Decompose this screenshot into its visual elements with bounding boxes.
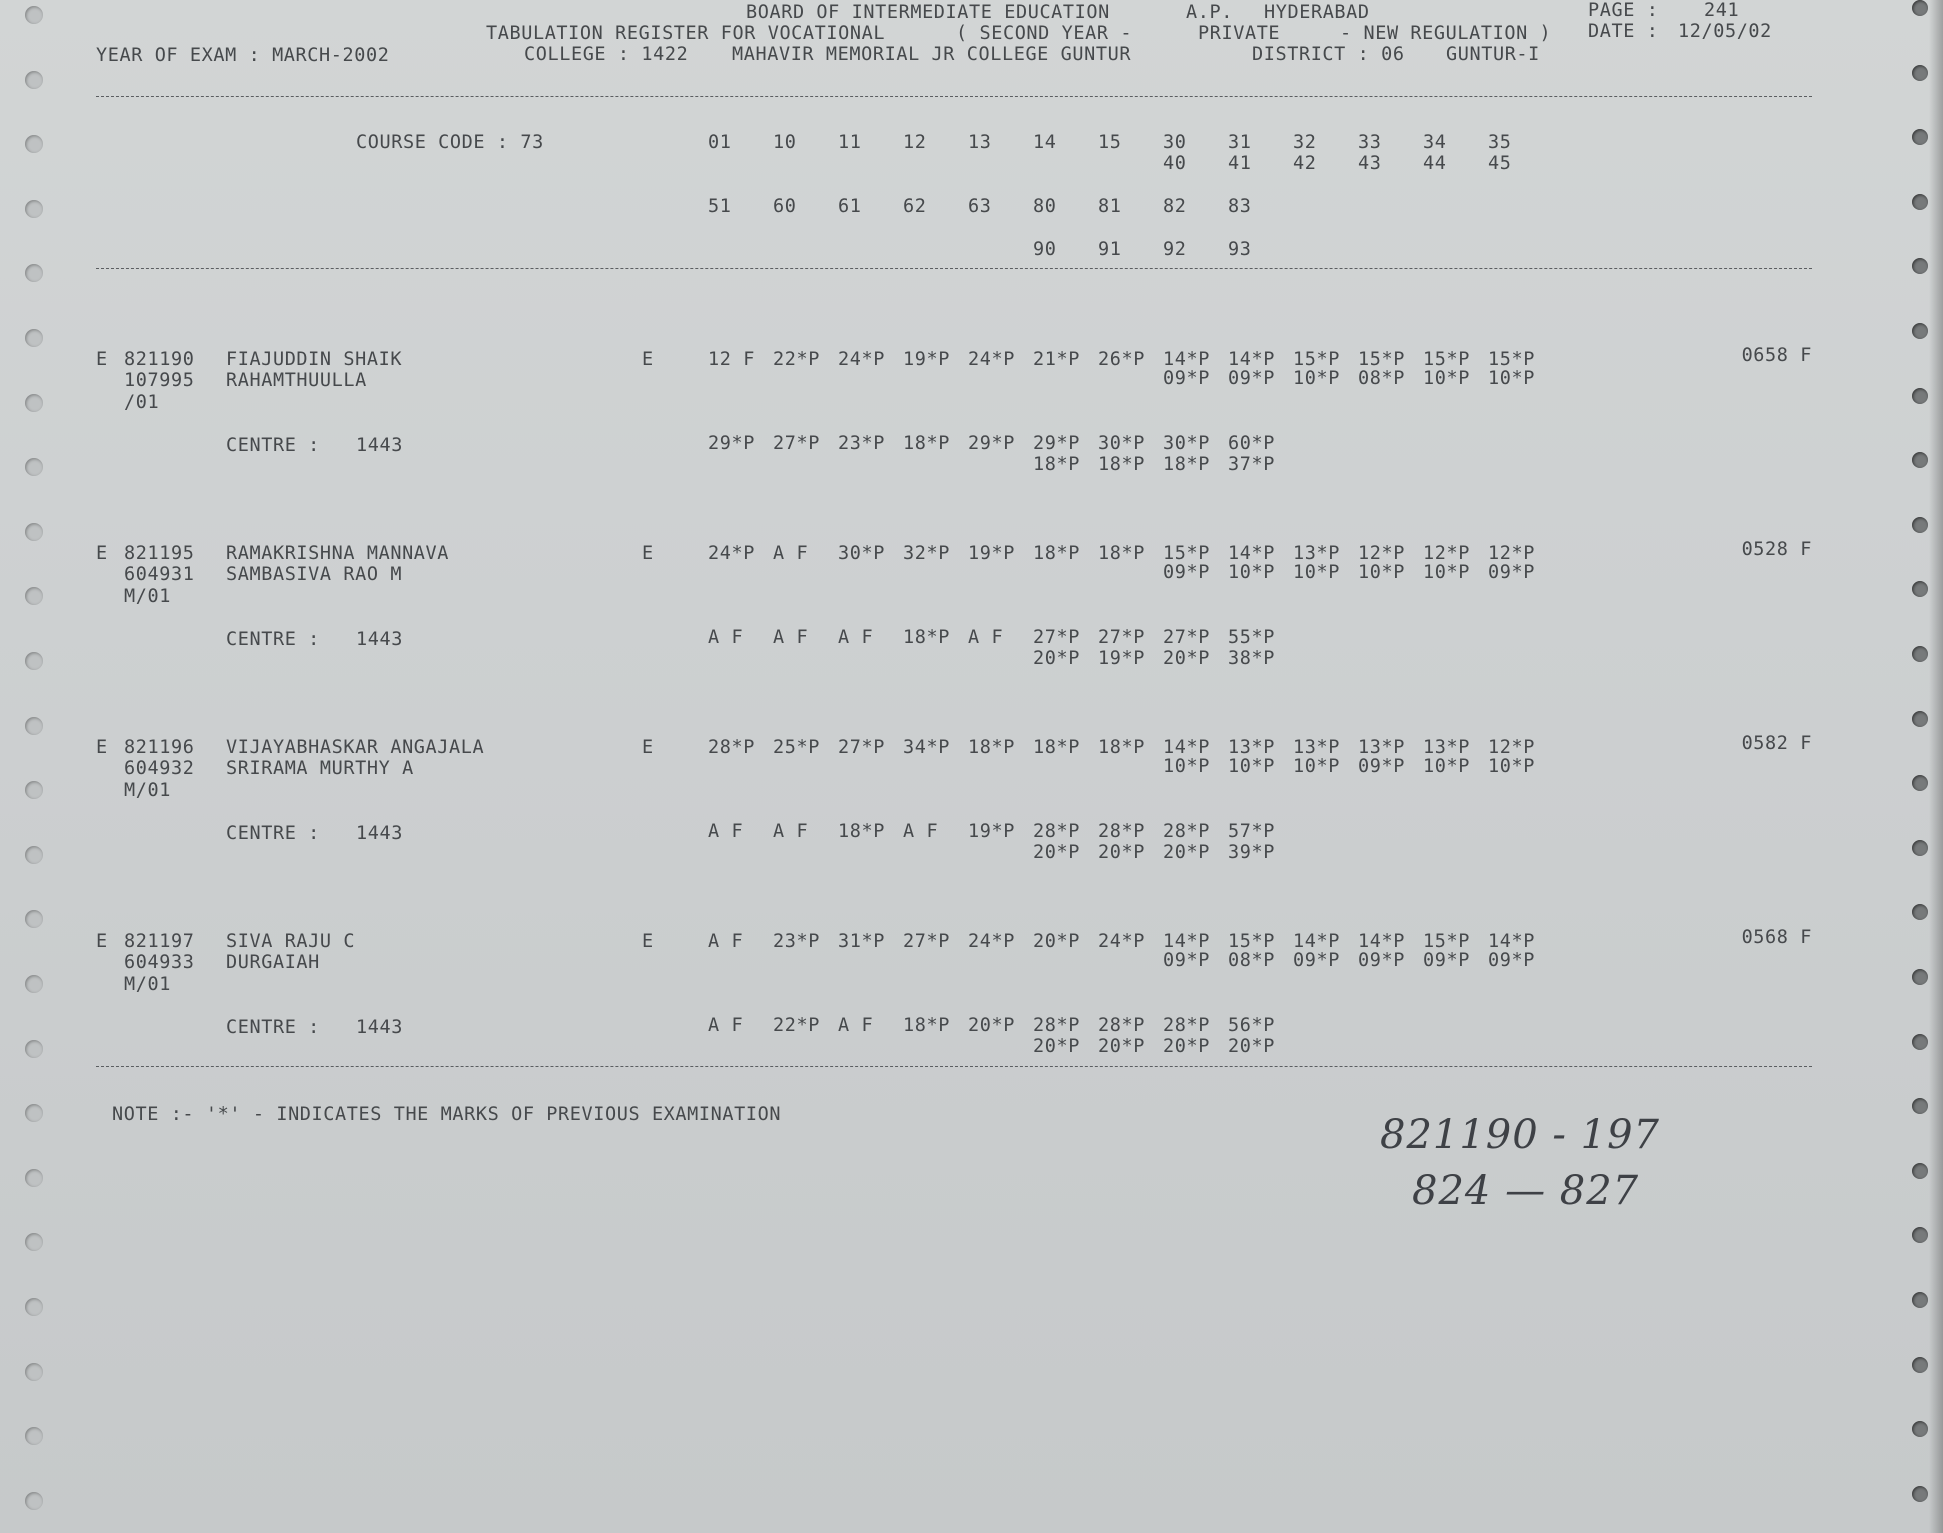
mark-cell: 10*P bbox=[1228, 562, 1275, 583]
mark-cell: A F bbox=[708, 821, 744, 842]
subject-code: 62 bbox=[903, 196, 927, 217]
medium: E bbox=[642, 737, 654, 758]
mark-cell: 39*P bbox=[1228, 842, 1275, 863]
tractor-hole bbox=[1912, 969, 1928, 985]
tractor-hole bbox=[25, 1169, 43, 1187]
mark-cell: 12*P bbox=[1358, 543, 1405, 564]
mark-cell: 22*P bbox=[773, 1015, 820, 1036]
tractor-hole bbox=[1912, 711, 1928, 727]
centre-label: CENTRE : bbox=[226, 629, 320, 650]
tractor-hole bbox=[1912, 1292, 1928, 1308]
subject-code: 34 bbox=[1423, 132, 1447, 153]
tractor-hole bbox=[1912, 1357, 1928, 1373]
tractor-hole bbox=[1912, 1034, 1928, 1050]
mark-cell: 09*P bbox=[1293, 950, 1340, 971]
mark-cell: 32*P bbox=[903, 543, 950, 564]
tractor-hole bbox=[25, 1427, 43, 1445]
mark-cell: 34*P bbox=[903, 737, 950, 758]
mark-cell: 19*P bbox=[968, 821, 1015, 842]
mark-cell: 23*P bbox=[838, 433, 885, 454]
mark-cell: 18*P bbox=[1098, 454, 1145, 475]
total-result: 0658 F bbox=[1741, 345, 1812, 366]
tractor-hole bbox=[25, 71, 43, 89]
centre-number: 1443 bbox=[356, 823, 403, 844]
mark-cell: 20*P bbox=[1163, 842, 1210, 863]
mark-cell: 28*P bbox=[708, 737, 755, 758]
mark-cell: 18*P bbox=[903, 433, 950, 454]
mark-cell: 14*P bbox=[1488, 931, 1535, 952]
mark-cell: 14*P bbox=[1228, 543, 1275, 564]
mark-cell: A F bbox=[773, 627, 809, 648]
mark-cell: 10*P bbox=[1228, 756, 1275, 777]
sub-code: M/01 bbox=[124, 974, 171, 995]
subject-code: 43 bbox=[1358, 153, 1382, 174]
tractor-hole bbox=[25, 587, 43, 605]
tractor-hole bbox=[1912, 517, 1928, 533]
mark-cell: 18*P bbox=[1098, 543, 1145, 564]
mark-cell: 57*P bbox=[1228, 821, 1275, 842]
year-part: ( SECOND YEAR - bbox=[956, 23, 1133, 44]
mark-cell: 09*P bbox=[1163, 562, 1210, 583]
mark-cell: 08*P bbox=[1358, 368, 1405, 389]
mark-cell: 29*P bbox=[968, 433, 1015, 454]
mark-cell: 18*P bbox=[1033, 737, 1080, 758]
mark-cell: 25*P bbox=[773, 737, 820, 758]
mark-cell: 24*P bbox=[968, 931, 1015, 952]
mark-cell: 21*P bbox=[1033, 349, 1080, 370]
mark-cell: 38*P bbox=[1228, 648, 1275, 669]
mark-cell: 18*P bbox=[838, 821, 885, 842]
subject-code: 92 bbox=[1163, 239, 1187, 260]
mark-cell: 18*P bbox=[1033, 454, 1080, 475]
mark-cell: 20*P bbox=[1163, 1036, 1210, 1057]
subject-code: 12 bbox=[903, 132, 927, 153]
mark-cell: 20*P bbox=[1228, 1036, 1275, 1057]
tractor-hole bbox=[25, 1040, 43, 1058]
mark-cell: 14*P bbox=[1293, 931, 1340, 952]
tractor-hole bbox=[1912, 581, 1928, 597]
mark-cell: 26*P bbox=[1098, 349, 1145, 370]
mark-cell: 13*P bbox=[1423, 737, 1470, 758]
page-label: PAGE : bbox=[1588, 0, 1659, 21]
subject-code: 81 bbox=[1098, 196, 1122, 217]
medium: E bbox=[642, 349, 654, 370]
mark-cell: 24*P bbox=[1098, 931, 1145, 952]
subject-code: 83 bbox=[1228, 196, 1252, 217]
subject-code: 41 bbox=[1228, 153, 1252, 174]
mark-cell: A F bbox=[708, 931, 744, 952]
medium: E bbox=[642, 931, 654, 952]
tractor-hole bbox=[1912, 452, 1928, 468]
tractor-hole bbox=[1912, 904, 1928, 920]
registration-number: 604932 bbox=[124, 758, 195, 779]
centre-number: 1443 bbox=[356, 435, 403, 456]
mark-cell: 18*P bbox=[903, 627, 950, 648]
tractor-hole bbox=[25, 781, 43, 799]
mark-cell: 24*P bbox=[708, 543, 755, 564]
mark-cell: A F bbox=[903, 821, 939, 842]
tractor-hole bbox=[1912, 1421, 1928, 1437]
tractor-hole bbox=[25, 1233, 43, 1251]
tractor-hole bbox=[1912, 323, 1928, 339]
father-name: DURGAIAH bbox=[226, 952, 320, 973]
mark-cell: 23*P bbox=[773, 931, 820, 952]
tractor-hole bbox=[1912, 258, 1928, 274]
mark-cell: 20*P bbox=[1033, 1036, 1080, 1057]
tractor-hole bbox=[25, 910, 43, 928]
mark-cell: 18*P bbox=[1098, 737, 1145, 758]
mark-cell: 20*P bbox=[968, 1015, 1015, 1036]
student-name: FIAJUDDIN SHAIK bbox=[226, 349, 403, 370]
mark-cell: 12*P bbox=[1488, 737, 1535, 758]
mark-cell: 37*P bbox=[1228, 454, 1275, 475]
tractor-hole bbox=[25, 200, 43, 218]
subject-code: 32 bbox=[1293, 132, 1317, 153]
subject-code: 82 bbox=[1163, 196, 1187, 217]
mark-cell: 27*P bbox=[1033, 627, 1080, 648]
subject-code: 90 bbox=[1033, 239, 1057, 260]
tractor-hole bbox=[25, 1363, 43, 1381]
mark-cell: 20*P bbox=[1033, 842, 1080, 863]
subject-code: 11 bbox=[838, 132, 862, 153]
record-type: E bbox=[96, 543, 108, 564]
tractor-hole bbox=[1912, 194, 1928, 210]
mark-cell: 09*P bbox=[1358, 756, 1405, 777]
tractor-hole bbox=[25, 264, 43, 282]
mark-cell: 14*P bbox=[1163, 349, 1210, 370]
mark-cell: 10*P bbox=[1423, 368, 1470, 389]
print-date: 12/05/02 bbox=[1678, 21, 1772, 42]
student-name: SIVA RAJU C bbox=[226, 931, 356, 952]
tractor-hole bbox=[25, 975, 43, 993]
mark-cell: 27*P bbox=[1163, 627, 1210, 648]
subject-code: 31 bbox=[1228, 132, 1252, 153]
handwritten-range-2: 824 — 827 bbox=[1412, 1168, 1640, 1214]
centre-label: CENTRE : bbox=[226, 1017, 320, 1038]
mark-cell: 15*P bbox=[1423, 931, 1470, 952]
subject-code: 33 bbox=[1358, 132, 1382, 153]
mark-cell: 10*P bbox=[1163, 756, 1210, 777]
mark-cell: 13*P bbox=[1358, 737, 1405, 758]
total-result: 0582 F bbox=[1741, 733, 1812, 754]
mark-cell: 18*P bbox=[1033, 543, 1080, 564]
tractor-hole bbox=[1912, 65, 1928, 81]
mark-cell: 27*P bbox=[903, 931, 950, 952]
mark-cell: 24*P bbox=[968, 349, 1015, 370]
mark-cell: 10*P bbox=[1423, 756, 1470, 777]
mark-cell: 09*P bbox=[1163, 950, 1210, 971]
mark-cell: 15*P bbox=[1293, 349, 1340, 370]
centre-number: 1443 bbox=[356, 629, 403, 650]
district-code: DISTRICT : 06 bbox=[1252, 44, 1405, 65]
subject-code: 60 bbox=[773, 196, 797, 217]
roll-number: 821195 bbox=[124, 543, 195, 564]
exam-mode: PRIVATE bbox=[1198, 23, 1281, 44]
mark-cell: 28*P bbox=[1163, 1015, 1210, 1036]
subject-code: 13 bbox=[968, 132, 992, 153]
father-name: SAMBASIVA RAO M bbox=[226, 564, 403, 585]
mark-cell: A F bbox=[838, 627, 874, 648]
tractor-hole bbox=[25, 1492, 43, 1510]
mark-cell: 19*P bbox=[968, 543, 1015, 564]
tractor-hole bbox=[1912, 0, 1928, 16]
mark-cell: 09*P bbox=[1358, 950, 1405, 971]
board-state: A.P. bbox=[1186, 2, 1233, 23]
separator-header bbox=[96, 268, 1812, 269]
mark-cell: 20*P bbox=[1163, 648, 1210, 669]
mark-cell: 28*P bbox=[1098, 1015, 1145, 1036]
exam-year: YEAR OF EXAM : MARCH-2002 bbox=[96, 45, 390, 66]
mark-cell: 10*P bbox=[1358, 562, 1405, 583]
subject-code: 63 bbox=[968, 196, 992, 217]
mark-cell: 55*P bbox=[1228, 627, 1275, 648]
roll-number: 821196 bbox=[124, 737, 195, 758]
subject-code: 01 bbox=[708, 132, 732, 153]
mark-cell: A F bbox=[838, 1015, 874, 1036]
mark-cell: 10*P bbox=[1293, 756, 1340, 777]
mark-cell: 10*P bbox=[1488, 368, 1535, 389]
mark-cell: 15*P bbox=[1423, 349, 1470, 370]
mark-cell: 10*P bbox=[1488, 756, 1535, 777]
subject-code: 35 bbox=[1488, 132, 1512, 153]
mark-cell: 12*P bbox=[1423, 543, 1470, 564]
mark-cell: 12*P bbox=[1488, 543, 1535, 564]
student-name: RAMAKRISHNA MANNAVA bbox=[226, 543, 450, 564]
mark-cell: 20*P bbox=[1033, 931, 1080, 952]
tractor-hole bbox=[25, 1104, 43, 1122]
mark-cell: 28*P bbox=[1163, 821, 1210, 842]
father-name: RAHAMTHUULLA bbox=[226, 370, 367, 391]
subject-code: 91 bbox=[1098, 239, 1122, 260]
mark-cell: 30*P bbox=[838, 543, 885, 564]
mark-cell: A F bbox=[773, 543, 809, 564]
mark-cell: 15*P bbox=[1488, 349, 1535, 370]
medium: E bbox=[642, 543, 654, 564]
sub-code: M/01 bbox=[124, 780, 171, 801]
register-title: TABULATION REGISTER FOR VOCATIONAL bbox=[486, 23, 886, 44]
tractor-hole bbox=[25, 6, 43, 24]
mark-cell: 08*P bbox=[1228, 950, 1275, 971]
mark-cell: 27*P bbox=[773, 433, 820, 454]
mark-cell: 18*P bbox=[1163, 454, 1210, 475]
tractor-hole bbox=[25, 846, 43, 864]
subject-code: 51 bbox=[708, 196, 732, 217]
tractor-hole bbox=[25, 652, 43, 670]
mark-cell: 14*P bbox=[1228, 349, 1275, 370]
subject-code: 42 bbox=[1293, 153, 1317, 174]
roll-number: 821197 bbox=[124, 931, 195, 952]
mark-cell: 20*P bbox=[1098, 842, 1145, 863]
tractor-hole bbox=[25, 458, 43, 476]
registration-number: 604931 bbox=[124, 564, 195, 585]
subject-code: 15 bbox=[1098, 132, 1122, 153]
college-name: MAHAVIR MEMORIAL JR COLLEGE GUNTUR bbox=[732, 44, 1132, 65]
centre-label: CENTRE : bbox=[226, 823, 320, 844]
mark-cell: 14*P bbox=[1358, 931, 1405, 952]
mark-cell: A F bbox=[968, 627, 1004, 648]
mark-cell: 29*P bbox=[708, 433, 755, 454]
mark-cell: A F bbox=[773, 821, 809, 842]
mark-cell: 09*P bbox=[1163, 368, 1210, 389]
mark-cell: 09*P bbox=[1488, 562, 1535, 583]
tractor-hole bbox=[1912, 129, 1928, 145]
tractor-hole bbox=[25, 394, 43, 412]
subject-code: 14 bbox=[1033, 132, 1057, 153]
mark-cell: 29*P bbox=[1033, 433, 1080, 454]
subject-code: 61 bbox=[838, 196, 862, 217]
mark-cell: 13*P bbox=[1293, 737, 1340, 758]
mark-cell: 14*P bbox=[1163, 737, 1210, 758]
mark-cell: 30*P bbox=[1098, 433, 1145, 454]
subject-code: 80 bbox=[1033, 196, 1057, 217]
mark-cell: A F bbox=[708, 1015, 744, 1036]
sub-code: M/01 bbox=[124, 586, 171, 607]
mark-cell: 09*P bbox=[1228, 368, 1275, 389]
mark-cell: 24*P bbox=[838, 349, 885, 370]
handwritten-range-1: 821190 - 197 bbox=[1380, 1112, 1660, 1158]
board-city: HYDERABAD bbox=[1264, 2, 1370, 23]
mark-cell: 13*P bbox=[1293, 543, 1340, 564]
roll-number: 821190 bbox=[124, 349, 195, 370]
record-type: E bbox=[96, 737, 108, 758]
subject-code: 10 bbox=[773, 132, 797, 153]
total-result: 0568 F bbox=[1741, 927, 1812, 948]
mark-cell: 31*P bbox=[838, 931, 885, 952]
page-number: 241 bbox=[1704, 0, 1740, 21]
tractor-hole bbox=[1912, 1163, 1928, 1179]
subject-code: 40 bbox=[1163, 153, 1187, 174]
total-result: 0528 F bbox=[1741, 539, 1812, 560]
regulation: - NEW REGULATION ) bbox=[1340, 23, 1552, 44]
subject-code: 45 bbox=[1488, 153, 1512, 174]
mark-cell: 28*P bbox=[1098, 821, 1145, 842]
tractor-hole bbox=[25, 523, 43, 541]
student-name: VIJAYABHASKAR ANGAJALA bbox=[226, 737, 485, 758]
board-title: BOARD OF INTERMEDIATE EDUCATION bbox=[746, 2, 1110, 23]
mark-cell: 20*P bbox=[1098, 1036, 1145, 1057]
mark-cell: 56*P bbox=[1228, 1015, 1275, 1036]
subject-code: 44 bbox=[1423, 153, 1447, 174]
tractor-hole bbox=[1912, 775, 1928, 791]
sub-code: /01 bbox=[124, 392, 160, 413]
mark-cell: 14*P bbox=[1163, 931, 1210, 952]
mark-cell: 22*P bbox=[773, 349, 820, 370]
centre-label: CENTRE : bbox=[226, 435, 320, 456]
tractor-hole bbox=[25, 717, 43, 735]
tractor-hole bbox=[1912, 1098, 1928, 1114]
subject-code: 93 bbox=[1228, 239, 1252, 260]
record-type: E bbox=[96, 931, 108, 952]
mark-cell: A F bbox=[708, 627, 744, 648]
district-name: GUNTUR-I bbox=[1446, 44, 1540, 65]
mark-cell: 09*P bbox=[1423, 950, 1470, 971]
mark-cell: 30*P bbox=[1163, 433, 1210, 454]
mark-cell: 28*P bbox=[1033, 1015, 1080, 1036]
mark-cell: 09*P bbox=[1488, 950, 1535, 971]
separator-bottom bbox=[96, 1066, 1812, 1067]
tractor-hole bbox=[1912, 646, 1928, 662]
mark-cell: 19*P bbox=[903, 349, 950, 370]
mark-cell: 15*P bbox=[1228, 931, 1275, 952]
father-name: SRIRAMA MURTHY A bbox=[226, 758, 414, 779]
course-code: COURSE CODE : 73 bbox=[356, 132, 544, 153]
date-label: DATE : bbox=[1588, 21, 1659, 42]
mark-cell: 19*P bbox=[1098, 648, 1145, 669]
mark-cell: 20*P bbox=[1033, 648, 1080, 669]
tractor-hole bbox=[25, 1298, 43, 1316]
centre-number: 1443 bbox=[356, 1017, 403, 1038]
mark-cell: 12 F bbox=[708, 349, 755, 370]
registration-number: 604933 bbox=[124, 952, 195, 973]
mark-cell: 10*P bbox=[1293, 562, 1340, 583]
mark-cell: 18*P bbox=[968, 737, 1015, 758]
footnote: NOTE :- '*' - INDICATES THE MARKS OF PREVIOUS EXAMINATION bbox=[112, 1104, 782, 1125]
tractor-hole bbox=[1912, 840, 1928, 856]
mark-cell: 27*P bbox=[838, 737, 885, 758]
tractor-hole bbox=[1912, 1486, 1928, 1502]
tractor-hole bbox=[1912, 1227, 1928, 1243]
subject-code: 30 bbox=[1163, 132, 1187, 153]
record-type: E bbox=[96, 349, 108, 370]
tractor-hole bbox=[25, 329, 43, 347]
mark-cell: 15*P bbox=[1358, 349, 1405, 370]
mark-cell: 15*P bbox=[1163, 543, 1210, 564]
mark-cell: 10*P bbox=[1293, 368, 1340, 389]
college-code: COLLEGE : 1422 bbox=[524, 44, 689, 65]
mark-cell: 28*P bbox=[1033, 821, 1080, 842]
tractor-hole bbox=[1912, 388, 1928, 404]
mark-cell: 13*P bbox=[1228, 737, 1275, 758]
registration-number: 107995 bbox=[124, 370, 195, 391]
tractor-hole bbox=[25, 135, 43, 153]
mark-cell: 18*P bbox=[903, 1015, 950, 1036]
mark-cell: 27*P bbox=[1098, 627, 1145, 648]
mark-cell: 60*P bbox=[1228, 433, 1275, 454]
mark-cell: 10*P bbox=[1423, 562, 1470, 583]
separator-top bbox=[96, 96, 1812, 97]
